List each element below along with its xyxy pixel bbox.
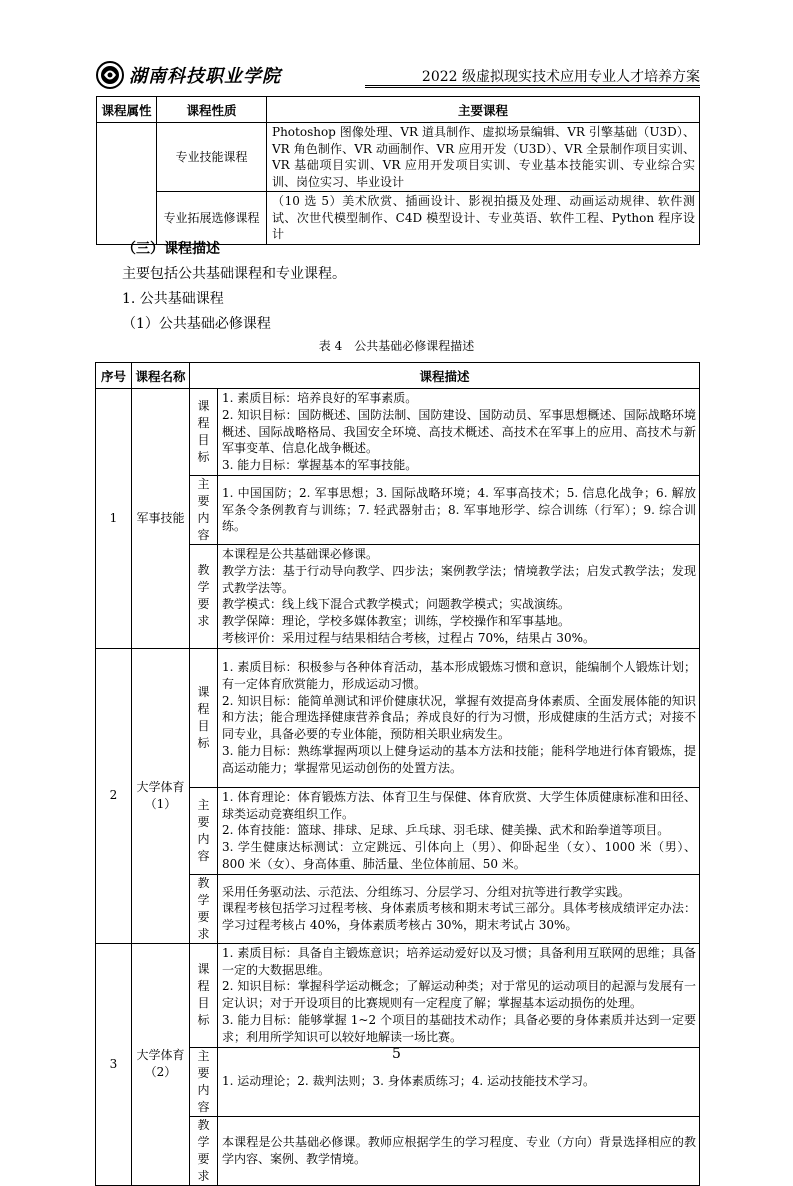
program-courses-table [96,96,700,245]
course-description-table [95,362,700,1186]
course-name-text: 大学体育 [136,779,185,794]
part-description [218,1116,700,1185]
course-nature-cell: 专业技能课程 [157,123,267,192]
section-heading: （三）课程描述 [122,241,220,257]
page-header [95,58,700,88]
description-line: 1. 运动理论；2. 裁判法则；3. 身体素质练习；4. 运动技能技术学习。 [222,1074,596,1089]
description-line: 2. 知识目标：掌握科学运动概念；了解运动种类；对于常见的运动项目的起源与发展有一定认识；对于开设项目的比赛规则有一定程度了解；掌握基本运动损伤的处理。 [222,979,696,1011]
header-course-description: 课程描述 [190,363,700,389]
part-label: 主要内容 [190,476,218,545]
part-label: 教学要求 [190,874,218,943]
table-row [96,389,700,476]
table-row [96,943,700,1047]
header-number: 序号 [96,363,132,389]
description-line: 2. 知识目标：国防概述、国防法制、国防建设、国防动员、军事思想概述、国际战略环境概述、国际战略格局、我国安全环境、高技术概述、高技术在军事上的应用、高技术与新军事变革、信息化战争概述。 [222,407,696,456]
description-line: 2. 体育技能：篮球、排球、足球、乒乓球、羽毛球、健美操、武术和跆拳道等项目。 [222,823,670,838]
part-label: 教学要求 [190,545,218,649]
part-label: 主要内容 [190,787,218,874]
header-main-courses: 主要课程 [267,97,700,123]
description-line: 教学方法：基于行动导向教学、四步法；案例教学法；情境教学法；启发式教学法；发现式教学法等。 [222,563,696,595]
description-line: 3. 学生健康达标测试：立定跳远、引体向上（男）、仰卧起坐（女）、1000 米（男）、800 米（女）、身高体重、肺活量、坐位体前屈、50 米。 [222,840,696,871]
course-name-suffix: （1） [144,796,177,811]
course-name [132,389,190,649]
course-name-text: 大学体育 [136,1048,185,1063]
section-intro: 主要包括公共基础课程和专业课程。 [122,266,346,282]
description-line: 教学保障：理论，学校多媒体教室；训练，学校操作和军事基地。 [222,614,571,629]
description-line: 本课程是公共基础必修课。教师应根据学生的学习程度、专业（方向）背景选择相应的教学内容、案例、教学情境。 [222,1134,696,1166]
course-name-suffix: （2） [144,1065,177,1080]
part-description [218,943,700,1047]
table-caption: 表 4 公共基础必修课程描述 [318,339,475,353]
table-row [97,192,700,245]
table-header-row [96,363,700,389]
course-name-text: 军事技能 [136,510,185,525]
part-label: 教学要求 [190,1116,218,1185]
part-description [218,389,700,476]
course-nature-cell: 专业拓展选修课程 [157,192,267,245]
course-attribute-cell [97,123,157,245]
course-name [132,648,190,943]
main-courses-cell: （10 选 5）美术欣赏、插画设计、影视拍摄及处理、动画运动规律、软件测试、次世代模型制作、C4D 模型设计、专业英语、软件工程、Python 程序设计 [267,192,700,245]
header-course-name: 课程名称 [132,363,190,389]
subsection-title: 1. 公共基础课程 [122,291,224,307]
table-row [97,123,700,192]
part-label: 课程目标 [190,943,218,1047]
part-description [218,787,700,874]
description-line: 1. 素质目标：培养良好的军事素质。 [222,391,418,405]
description-line: 教学模式：线上线下混合式教学模式；问题教学模式；实战演练。 [222,597,571,612]
course-number: 1 [96,389,132,649]
course-name [132,943,190,1185]
header-course-attribute: 课程属性 [97,97,157,123]
description-line: 1. 中国国防；2. 军事思想；3. 国际战略环境；4. 军事高技术；5. 信息化战争；6. 解放军条令条例教育与训练；7. 轻武器射击；8. 军事地形学、综合训练（行军）；9. 综合训练。 [222,485,696,534]
part-label: 课程目标 [190,648,218,787]
description-line: 3. 能力目标：能够掌握 1~2 个项目的基础技术动作；具备必要的身体素质并达到一定要求；利用所学知识可以较好地解读一场比赛。 [222,1013,696,1044]
description-line: 本课程是公共基础课必修课。 [222,547,379,561]
header-rule [365,87,700,88]
description-line: 3. 能力目标：熟练掌握两项以上健身运动的基本方法和技能；能科学地进行体育锻炼，提高运动能力；掌握常见运动创伤的处置方法。 [222,743,696,775]
description-line: 2. 知识目标：能简单测试和评价健康状况，掌握有效提高身体素质、全面发展体能的知识和方法；能合理选择健康营养食品；养成良好的行为习惯，形成健康的生活方式；对接不同专业，具备必要的专业体能，预防相关职业病发生。 [222,693,696,742]
course-number: 2 [96,648,132,943]
document-title: 2022 级虚拟现实技术应用专业人才培养方案 [421,69,700,85]
school-name: 湖南科技职业学院 [129,66,281,87]
course-number: 3 [96,943,132,1185]
page-number: 5 [392,1046,401,1062]
main-courses-cell: Photoshop 图像处理、VR 道具制作、虚拟场景编辑、VR 引擎基础（U3D）、VR 角色制作、VR 动画制作、VR 应用开发（U3D）、VR 全景制作项目实训、VR 基础项目实训、VR 应用开发项目实训、专业基本技能实训、专业综合实训、岗位实习、毕业设计 [267,123,700,192]
part-description [218,648,700,787]
description-line: 课程考核包括学习过程考核、身体素质考核和期末考试三部分。具体考核成绩评定办法：学习过程考核占 40%，身体素质考核占 30%，期末考试占 30%。 [222,901,696,933]
part-label: 主要内容 [190,1047,218,1116]
description-line: 考核评价：采用过程与结果相结合考核，过程占 70%，结果占 30%。 [222,630,595,645]
description-line: 1. 素质目标：积极参与各种体育活动，基本形成锻炼习惯和意识，能编制个人锻炼计划；有一定体育欣赏能力，形成运动习惯。 [222,659,696,691]
description-line: 1. 体育理论：体育锻炼方法、体育卫生与保健、体育欣赏、大学生体质健康标准和田径、球类运动竞赛组织工作。 [222,789,696,821]
subsection-title: （1）公共基础必修课程 [122,316,271,332]
part-label: 课程目标 [190,389,218,476]
part-description [218,476,700,545]
header-rule [365,85,700,86]
header-course-nature: 课程性质 [157,97,267,123]
description-line: 3. 能力目标：掌握基本的军事技能。 [222,458,418,473]
school-logo-icon [95,60,125,90]
part-description [218,874,700,943]
table-row [96,648,700,787]
table-header-row [97,97,700,123]
description-line: 1. 素质目标：具备自主锻炼意识；培养运动爱好以及习惯；具备利用互联网的思维；具备一定的大数据思维。 [222,945,696,977]
description-line: 采用任务驱动法、示范法、分组练习、分层学习、分组对抗等进行教学实践。 [222,884,631,899]
part-description [218,545,700,649]
